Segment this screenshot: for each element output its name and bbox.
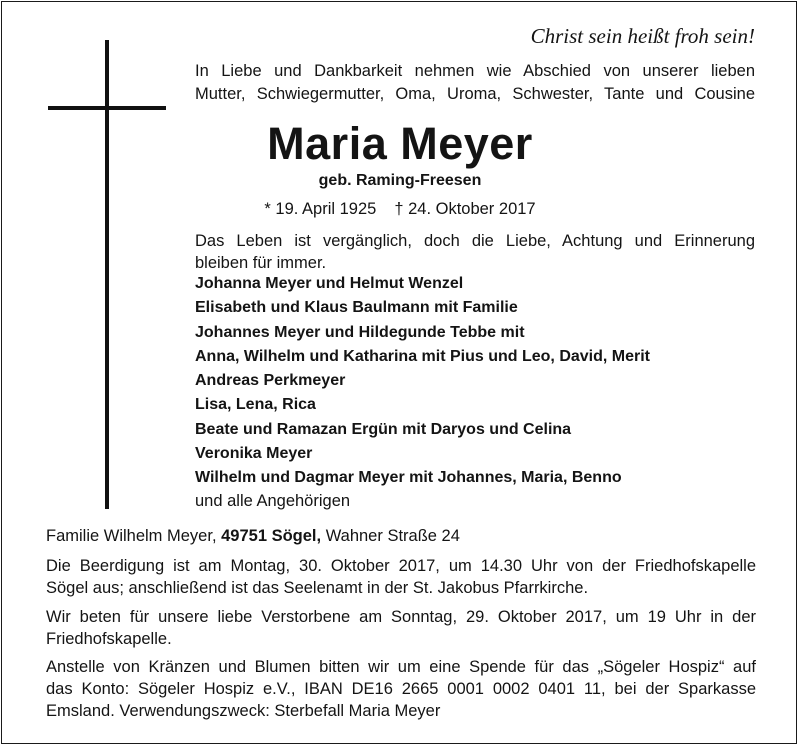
mourner-line: Beate und Ramazan Ergün mit Daryos und Celina xyxy=(195,420,572,438)
mourners-list xyxy=(195,272,755,491)
mourner-line: Elisabeth und Klaus Baulmann mit Familie xyxy=(195,299,518,317)
mourner-line: Veronika Meyer xyxy=(195,445,313,463)
other-relatives: und alle Angehörigen xyxy=(195,492,351,510)
address-prefix: Familie Wilhelm Meyer, xyxy=(46,527,222,545)
funeral-line: Sögel aus; anschließend ist das Seelenamt in der St. Jakobus Pfarrkirche. xyxy=(46,579,589,597)
intro-line: In Liebe und Dankbarkeit nehmen wie Abschied von unserer lieben xyxy=(195,62,755,80)
donation-info xyxy=(46,656,756,722)
quote-line: bleiben für immer. xyxy=(195,254,327,272)
motto: Christ sein heißt froh sein! xyxy=(530,24,755,48)
mourner-line: Lisa, Lena, Rica xyxy=(195,396,316,414)
intro-text xyxy=(195,60,755,106)
cross-icon xyxy=(105,40,109,509)
prayer-line: Friedhofskapelle. xyxy=(46,630,172,648)
prayer-line: Wir beten für unsere liebe Verstorbene am Sonntag, 29. Oktober 2017, um 19 Uhr in der xyxy=(46,608,756,626)
mourner-line: Anna, Wilhelm und Katharina mit Pius und Leo, David, Merit xyxy=(195,347,651,365)
birth-date: * 19. April 1925 xyxy=(264,200,377,218)
life-dates xyxy=(0,200,800,219)
donation-line: Anstelle von Kränzen und Blumen bitten wir um eine Spende für das „Sögeler Hospiz“ auf xyxy=(46,658,756,676)
prayer-info xyxy=(46,606,756,650)
donation-line: das Konto: Sögeler Hospiz e.V., IBAN DE16 2665 0001 0002 0401 11, bei der Sparkasse xyxy=(46,680,756,698)
donation-line: Emsland. Verwendungszweck: Sterbefall Maria Meyer xyxy=(46,702,441,720)
mourner-line: Wilhelm und Dagmar Meyer mit Johannes, Maria, Benno xyxy=(195,469,622,487)
address-street: Wahner Straße 24 xyxy=(321,527,460,545)
mourner-line: Johanna Meyer und Helmut Wenzel xyxy=(195,275,464,292)
family-address xyxy=(46,525,756,547)
deceased-name: Maria Meyer xyxy=(267,118,533,169)
intro-line: Mutter, Schwiegermutter, Oma, Uroma, Schwester, Tante und Cousine xyxy=(195,85,755,103)
birth-name: geb. Raming-Freesen xyxy=(318,172,482,189)
funeral-line: Die Beerdigung ist am Montag, 30. Oktober 2017, um 14.30 Uhr von der Friedhofskapelle xyxy=(46,557,756,575)
death-date: † 24. Oktober 2017 xyxy=(394,200,536,218)
address-city: 49751 Sögel, xyxy=(221,527,322,545)
mourner-line: Johannes Meyer und Hildegunde Tebbe mit xyxy=(195,323,525,341)
cross-icon-bar xyxy=(48,106,166,110)
quote xyxy=(195,230,755,274)
funeral-info xyxy=(46,555,756,599)
mourner-line: Andreas Perkmeyer xyxy=(195,372,346,390)
quote-line: Das Leben ist vergänglich, doch die Liebe, Achtung und Erinnerung xyxy=(195,232,755,250)
